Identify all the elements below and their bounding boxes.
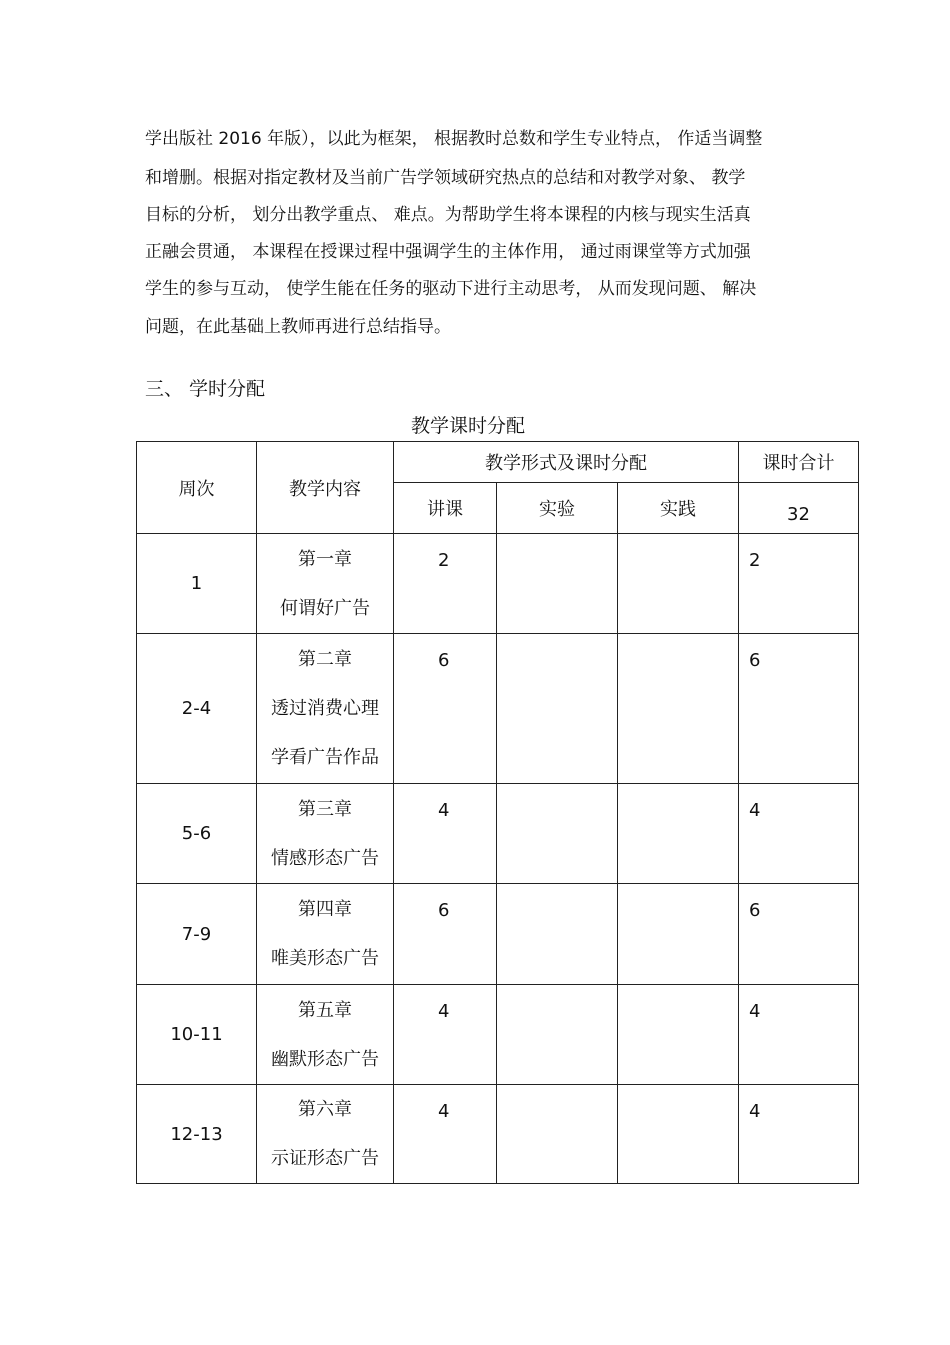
section-heading: 三、 学时分配 [145, 378, 266, 400]
content-line: 第五章 [298, 999, 352, 1021]
experiment-hours-cell [497, 1085, 618, 1184]
content-cell [257, 985, 394, 1085]
header-experiment: 实验 [497, 483, 618, 534]
experiment-hours-cell [497, 884, 618, 985]
paragraph-line: 学生的参与互动， 使学生能在任务的驱动下进行主动思考， 从而发现问题、 解决 [145, 279, 757, 299]
total-hours-cell: 4 [739, 985, 859, 1085]
content-line: 唯美形态广告 [271, 948, 379, 969]
week-cell: 12-13 [137, 1085, 257, 1184]
week-cell: 5-6 [137, 784, 257, 884]
paragraph-line: 正融会贯通， 本课程在授课过程中强调学生的主体作用， 通过雨课堂等方式加强 [145, 242, 751, 262]
content-line: 学看广告作品 [271, 747, 379, 768]
content-cell [257, 1085, 394, 1184]
lecture-hours-cell: 6 [394, 634, 497, 784]
paragraph-line: 学出版社 2016 年版），以此为框架， 根据教时总数和学生专业特点， 作适当调整 [145, 129, 763, 149]
content-cell [257, 884, 394, 985]
lecture-hours-cell: 4 [394, 1085, 497, 1184]
total-hours-cell: 6 [739, 634, 859, 784]
week-cell: 2-4 [137, 634, 257, 784]
content-line: 情感形态广告 [271, 847, 379, 869]
content-cell [257, 534, 394, 634]
total-hours-cell: 2 [739, 534, 859, 634]
content-line: 何谓好广告 [280, 597, 370, 619]
practice-hours-cell [618, 534, 739, 634]
table-row [137, 1085, 859, 1184]
header-content: 教学内容 [257, 442, 394, 534]
total-hours-cell: 4 [739, 1085, 859, 1184]
header-total: 课时合计 [739, 442, 859, 483]
practice-hours-cell [618, 884, 739, 985]
content-line: 示证形态广告 [271, 1148, 379, 1169]
table-row [137, 884, 859, 985]
header-week: 周次 [137, 442, 257, 534]
header-total-value: 32 [739, 483, 859, 534]
hours-allocation-table [136, 441, 859, 1184]
lecture-hours-cell: 4 [394, 784, 497, 884]
week-cell: 7-9 [137, 884, 257, 985]
table-row [137, 634, 859, 784]
paragraph-line: 和增删。根据对指定教材及当前广告学领域研究热点的总结和对教学对象、 教学 [145, 168, 746, 188]
content-line: 第一章 [298, 548, 352, 570]
content-line: 第六章 [298, 1099, 352, 1120]
week-cell: 1 [137, 534, 257, 634]
header-lecture: 讲课 [394, 483, 497, 534]
lecture-hours-cell: 2 [394, 534, 497, 634]
table-header-row [137, 442, 859, 483]
experiment-hours-cell [497, 634, 618, 784]
lecture-hours-cell: 6 [394, 884, 497, 985]
paragraph-line: 目标的分析， 划分出教学重点、 难点。为帮助学生将本课程的内核与现实生活真 [145, 205, 751, 225]
content-line: 幽默形态广告 [271, 1048, 379, 1070]
table-caption: 教学课时分配 [410, 415, 525, 437]
practice-hours-cell [618, 634, 739, 784]
practice-hours-cell [618, 1085, 739, 1184]
experiment-hours-cell [497, 784, 618, 884]
week-cell: 10-11 [137, 985, 257, 1085]
content-cell [257, 784, 394, 884]
experiment-hours-cell [497, 985, 618, 1085]
content-line: 第二章 [298, 649, 352, 670]
practice-hours-cell [618, 985, 739, 1085]
lecture-hours-cell: 4 [394, 985, 497, 1085]
table-row [137, 985, 859, 1085]
table-row [137, 784, 859, 884]
content-line: 第三章 [298, 798, 352, 820]
total-hours-cell: 6 [739, 884, 859, 985]
header-teaching-form: 教学形式及课时分配 [394, 442, 739, 483]
header-practice: 实践 [618, 483, 739, 534]
content-line: 透过消费心理 [271, 698, 379, 719]
paragraph-line: 问题，在此基础上教师再进行总结指导。 [145, 317, 451, 337]
experiment-hours-cell [497, 534, 618, 634]
total-hours-cell: 4 [739, 784, 859, 884]
table-row [137, 534, 859, 634]
content-cell [257, 634, 394, 784]
practice-hours-cell [618, 784, 739, 884]
content-line: 第四章 [298, 899, 352, 920]
